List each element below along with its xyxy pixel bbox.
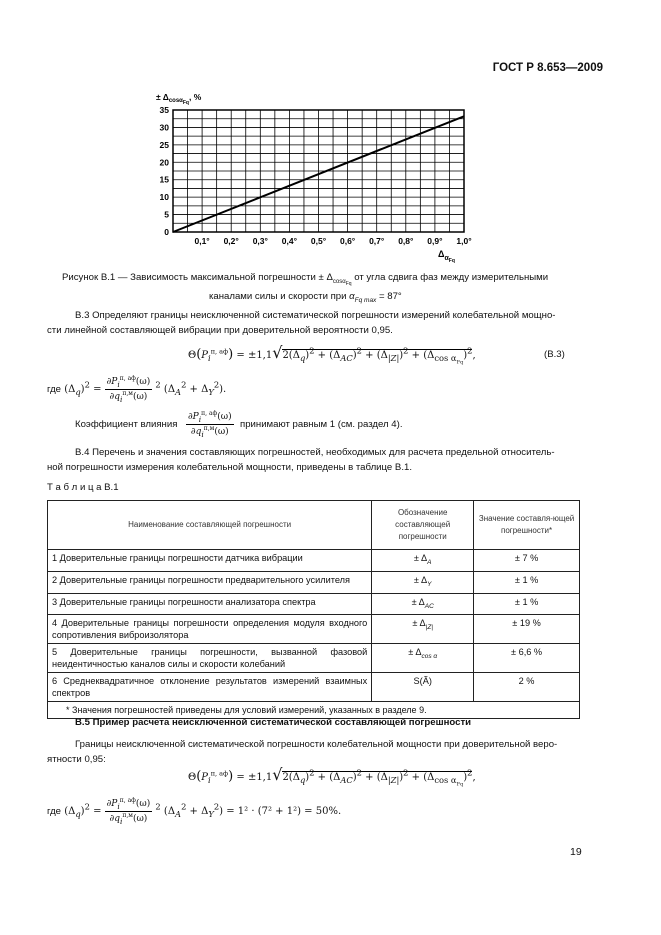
error-components-table	[47, 500, 580, 719]
table-row	[48, 571, 580, 593]
x-tick-label: 0,8°	[398, 236, 414, 246]
b5-title: В.5 Пример расчета неисключенной систематической составляющей погрешности	[75, 717, 472, 728]
x-tick-label: 0,6°	[339, 236, 356, 246]
row-name: 5 Доверительные границы погрешности, вызванной фазовой неидентичностью каналов силы и скорости колебаний	[48, 644, 372, 673]
row-name: 1 Доверительные границы погрешности датчика вибрации	[48, 550, 372, 572]
equation-b3: $\Theta(P_i^{п, аф}) = \pm 1,1√2(\Delta_q)^2 + (\Delta_{AC})^2 + (\Delta_{|Z|})^2 + (\Delta_{cos \alpha_{Fq}})^2$,	[188, 343, 476, 366]
table-row	[48, 593, 580, 615]
row-value: ± 7 %	[474, 550, 580, 572]
b3-line1: В.3 Определяют границы неисключенной систематической погрешности измерений колебательной мощно-	[75, 310, 556, 321]
figure-caption-line2: каналами силы и скорости при $\alpha_{Fq max} = 87^\circ$	[209, 291, 402, 304]
header-name: Наименование составляющей погрешности	[48, 501, 372, 550]
x-tick-label: 0,3°	[252, 236, 268, 246]
x-axis-ticks	[194, 236, 472, 246]
standard-header: ГОСТ Р 8.653—2009	[492, 62, 603, 74]
row-symbol: ± $\Delta_{cos \alpha}$	[372, 644, 474, 673]
y-tick-label: 20	[159, 157, 169, 168]
x-tick-label: 1,0°	[456, 236, 472, 246]
y-tick-label: 5	[164, 209, 169, 220]
page-number: 19	[570, 846, 582, 858]
row-value: ± 1 %	[474, 593, 580, 615]
equation-b5: $\Theta(P_i^{п, аф}) = \pm 1,1√2(\Delta_q)^2 + (\Delta_{AC})^2 + (\Delta_{|Z|})^2 + (\Delta_{cos \alpha_{Fq}})^2$,	[188, 765, 476, 788]
y-tick-label: 15	[159, 174, 169, 185]
row-symbol: ± $\Delta_{|Z|}$	[372, 615, 474, 644]
y-tick-label: 0	[164, 227, 169, 237]
b3-line2: сти линейной составляющей вибрации при доверительной вероятности 0,95.	[47, 325, 393, 336]
table-header-row	[48, 501, 580, 550]
row-value: 2 %	[474, 673, 580, 702]
b4-line1: В.4 Перечень и значения составляющих погрешностей, необходимых для расчета предельной относитель-	[75, 447, 555, 458]
table-title: Т а б л и ц а В.1	[47, 482, 119, 493]
y-axis-ticks	[160, 105, 170, 237]
b5-line1: Границы неисключенной систематической погрешности колебательной мощности при доверительной веро-	[75, 739, 558, 750]
b5-line2: ятности 0,95:	[47, 754, 106, 765]
row-symbol: ± $\Delta_Y$	[372, 571, 474, 593]
equation-b3-number: (В.3)	[544, 349, 565, 360]
x-tick-label: 0,7°	[369, 236, 385, 246]
y-axis-label: ± $\Delta_{cos\alpha Fq}$, %	[156, 92, 202, 106]
x-axis-label: $\Delta_{\alpha Fq}$	[438, 249, 455, 264]
equation-b5-result: где $(\Delta_q)^2$ = $\partial P_i^{п, аф}(\omega)$ $\partial q_i^{п,м}(\omega)$ $^2$ $(\Delta_A^2 + \Delta_Y^2) = 1^2 \cdot (7^2 + 1^2) = 50\%$.	[47, 797, 342, 826]
y-tick-label: 25	[159, 139, 169, 150]
coef-after: принимают равным 1 (см. раздел 4).	[240, 419, 403, 430]
x-tick-label: 0,1°	[194, 236, 210, 246]
coef-fraction: $\partial P_i^{п, аф}(\omega)$ $\partial q_i^{п,м}(\omega)$	[188, 410, 232, 439]
row-value: ± 19 %	[474, 615, 580, 644]
row-symbol: ± $\Delta_A$	[372, 550, 474, 572]
x-tick-label: 0,2°	[223, 236, 239, 246]
y-tick-label: 35	[159, 105, 169, 115]
y-tick-label: 30	[159, 122, 169, 133]
header-symbol: Обозначение составляющей погрешности	[372, 501, 474, 550]
row-value: ± 1 %	[474, 571, 580, 593]
table-row	[48, 550, 580, 572]
row-name: 2 Доверительные границы погрешности предварительного усилителя	[48, 571, 372, 593]
row-name: 3 Доверительные границы погрешности анализатора спектра	[48, 593, 372, 615]
y-tick-label: 10	[159, 192, 169, 203]
row-name: 6 Среднеквадратичное отклонение результатов измерений взаимных спектров	[48, 673, 372, 702]
b4-line2: ной погрешности измерения колебательной мощности, приведены в таблице В.1.	[47, 462, 412, 473]
x-tick-label: 0,5°	[310, 236, 327, 246]
error-chart	[150, 88, 490, 268]
row-value: ± 6,6 %	[474, 644, 580, 673]
row-symbol: ± $\Delta_{AC}$	[372, 593, 474, 615]
x-tick-label: 0,9°	[427, 236, 443, 246]
row-symbol: S(Ã)	[372, 673, 474, 702]
table-note: * Значения погрешностей приведены для условий измерений, указанных в разделе 9.	[48, 702, 580, 719]
equation-delta-q: где $(\Delta_q)^2$ = $\partial P_i^{п, аф}(\omega)$ $\partial q_i^{п,м}(\omega)$ $^2$ $(\Delta_A^2 + \Delta_Y^2)$.	[47, 375, 227, 404]
table-row	[48, 615, 580, 644]
figure-caption-line1: Рисунок В.1 — Зависимость максимальной погрешности ± $\Delta_{cos\alpha_{Fq}}$ от угла сдвига фаз между измерительными	[62, 272, 549, 288]
coef-text: Коэффициент влияния	[75, 419, 178, 430]
x-tick-label: 0,4°	[281, 236, 298, 246]
table-row	[48, 644, 580, 673]
row-name: 4 Доверительные границы погрешности определения модуля входного сопротивления виброизолятора	[48, 615, 372, 644]
header-value: Значение составля-ющей погрешности*	[474, 501, 580, 550]
table-row	[48, 673, 580, 702]
